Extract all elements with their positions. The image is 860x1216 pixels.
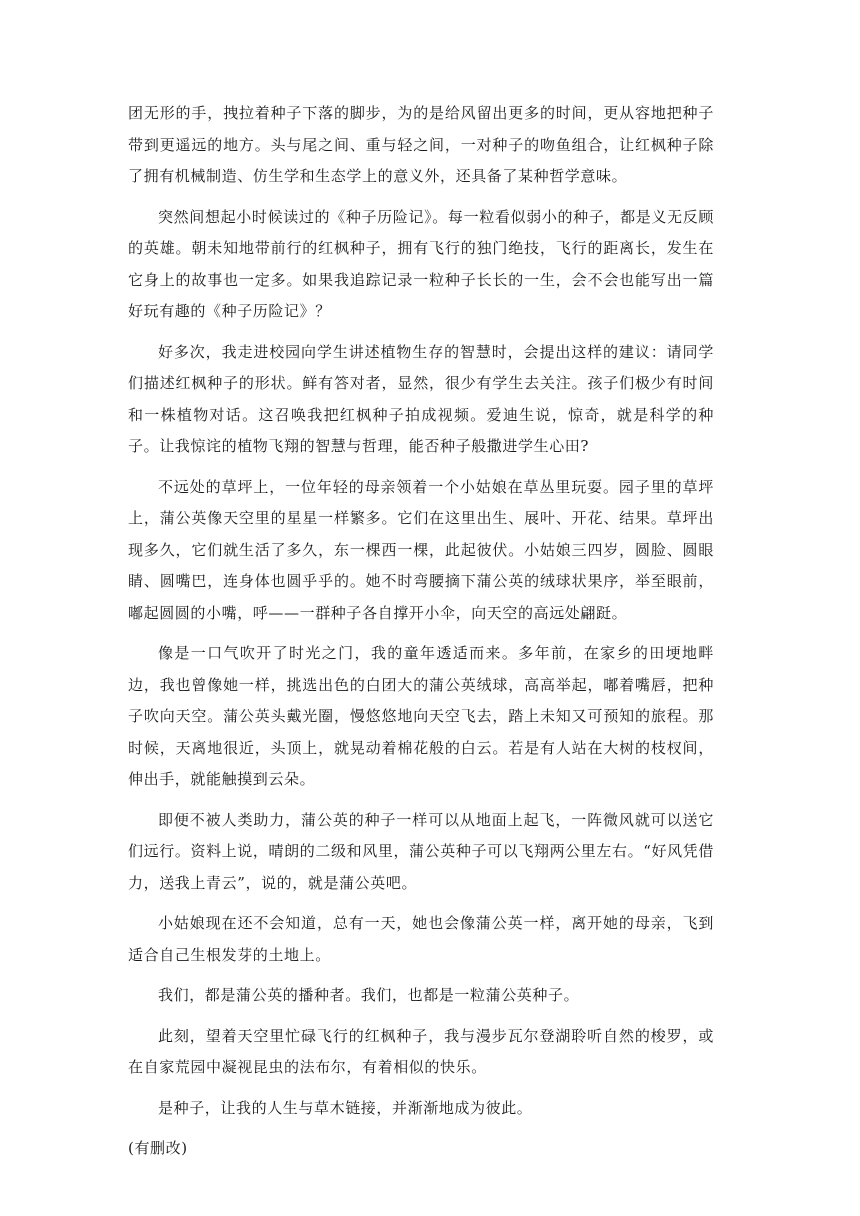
paragraph-1: 团无形的手，拽拉着种子下落的脚步，为的是给风留出更多的时间，更从容地把种子带到更遥远的地方。头与尾之间、重与轻之间，一对种子的吻鱼组合，让红枫种子除了拥有机械制造、仿生学和生态学上的意义外，还具备了某种哲学意味。: [128, 104, 714, 185]
paragraph-4: 不远处的草坪上，一位年轻的母亲领着一个小姑娘在草丛里玩耍。园子里的草坪上，蒲公英像天空里的星星一样繁多。它们在这里出生、展叶、开花、结果。草坪出现多久，它们就生活了多久，东一棵西一棵，此起彼伏。小姑娘三四岁，圆脸、圆眼睛、圆嘴巴，连身体也圆乎乎的。她不时弯腰摘下蒲公英的绒球状果序，举至眼前，嘟起圆圆的小嘴，呼——一群种子各自撑开小伞，向天空的高远处翩跹。: [128, 477, 714, 622]
paragraph-7: 小姑娘现在还不会知道，总有一天，她也会像蒲公英一样，离开她的母亲，飞到适合自己生根发芽的土地上。: [128, 914, 714, 964]
paragraph-6: 即便不被人类助力，蒲公英的种子一样可以从地面上起飞，一阵微风就可以送它们远行。资料上说，晴朗的二级和风里，蒲公英种子可以飞翔两公里左右。“好风凭借力，送我上青云”，说的，就是蒲公英吧。: [128, 810, 714, 892]
document-page: [128, 98, 714, 1165]
paragraph-10: 是种子，让我的人生与草木链接，并渐渐地成为彼此。: [158, 1098, 533, 1117]
paragraph-8: 我们，都是蒲公英的播种者。我们，也都是一粒蒲公英种子。: [158, 986, 580, 1004]
paragraph-3: 好多次，我走进校园向学生讲述植物生存的智慧时，会提出这样的建议：请同学们描述红枫种子的形状。鲜有答对者，显然，很少有学生去关注。孩子们极少有时间和一株植物对话。这召唤我把红枫种子拍成视频。爱迪生说，惊奇，就是科学的种子。让我惊诧的植物飞翔的智慧与哲理，能否种子般撒进学生心田?: [128, 342, 714, 455]
paragraph-2: 突然间想起小时候读过的《种子历险记》。每一粒看似弱小的种子，都是义无反顾的英雄。朝未知地带前行的红枫种子，拥有飞行的独门绝技，飞行的距离长，发生在它身上的故事也一定多。如果我追踪记录一粒种子长长的一生，会不会也能写出一篇好玩有趣的《种子历险记》？: [128, 207, 714, 320]
paragraph-5: 像是一口气吹开了时光之门，我的童年透适而来。多年前，在家乡的田埂地畔边，我也曾像她一样，挑选出色的白团大的蒲公英绒球，高高举起，嘟着嘴唇，把种子吹向天空。蒲公英头戴光圈，慢悠悠地向天空飞去，踏上未知又可预知的旅程。那时候，天离地很近，头顶上，就晃动着棉花般的白云。若是有人站在大树的枝杈间，伸出手，就能触摸到云朵。: [128, 644, 714, 788]
paragraph-9: 此刻，望着天空里忙碌飞行的红枫种子，我与漫步瓦尔登湖聆听自然的梭罗，或在自家荒园中凝视昆虫的法布尔，有着相似的快乐。: [128, 1026, 714, 1076]
edit-note: (有删改): [128, 1139, 188, 1157]
